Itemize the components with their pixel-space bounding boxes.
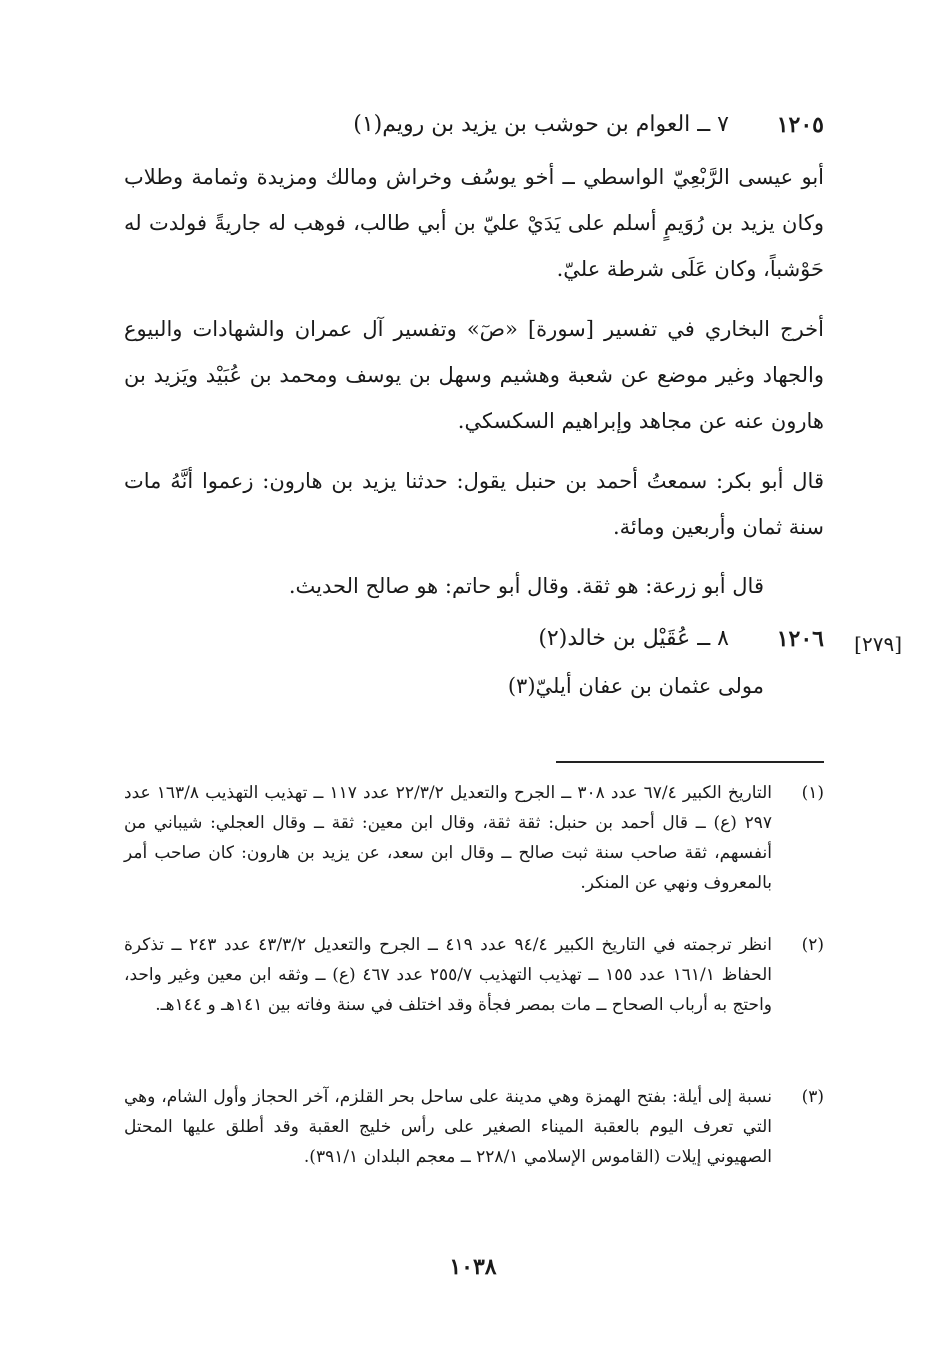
footnote-number: (٣) [801, 1087, 824, 1107]
entry-1205-paragraph-ahmad [124, 458, 824, 550]
paragraph-text: قال أبو زرعة: هو ثقة. وقال أبو حاتم: هو صالح الحديث. [288, 574, 764, 598]
entry-1205-paragraph-abu-zura [124, 563, 764, 609]
footnote-number: (٢) [801, 935, 824, 955]
paragraph-text: أبو عيسى الرَّبْعِيّ الواسطي ــ أخو يوسُف وخراش ومالك ومزيدة وثمامة وطلاب وكان يزيد بن رُوَيمٍ أسلم على يَدَيْ عليّ بن أبي طالب، فوهب له جاريةً فولدت له حَوْشباً، وكان عَلَى شرطة عليّ. [124, 165, 824, 281]
footnote-3 [124, 1082, 824, 1172]
entry-number: ١٢٠٦ [776, 626, 824, 652]
margin-page-marker: [٢٧٩] [854, 632, 902, 656]
footnote-number: (١) [801, 783, 824, 803]
footnote-2 [124, 930, 824, 1020]
footnote-1 [124, 778, 824, 898]
paragraph-text: أخرج البخاري في تفسير [سورة] «صٓ» وتفسير آل عمران والشهادات والبيوع والجهاد وغير موضع عن شعبة وهشيم وسهل بن يوسف ومحمد بن عُبَيْد ويَزيد بن هارون عنه عن مجاهد وإبراهيم السكسكي. [124, 317, 824, 433]
entry-1206-subtitle: مولى عثمان بن عفان أيليّ(٣) [507, 674, 764, 698]
footnote-separator [556, 761, 824, 763]
entry-number: ١٢٠٥ [776, 112, 824, 138]
footnote-text: التاريخ الكبير ٦٧/٤ عدد ٣٠٨ ــ الجرح والتعديل ٢٢/٣/٢ عدد ١١٧ ــ تهذيب التهذيب ١٦٣/٨ عدد ٢٩٧ (ع) ــ قال أحمد بن حنبل: ثقة ثقة، وقال ابن معين: ثقة ــ وقال العجلي: شيباني من أنفسهم، ثقة صاحب سنة ثبت صالح ــ وقال ابن سعد، عن يزيد بن هارون: كان صاحب أمر بالمعروف ونهي عن المنكر. [124, 783, 772, 893]
footnote-text: نسبة إلى أيلة: بفتح الهمزة وهي مدينة على ساحل بحر القلزم، آخر الحجاز وأول الشام، وهي التي تعرف اليوم بالعقبة الميناء الصغير على رأس خليج العقبة وقد أطلق عليها المحتل الصهيوني إيلات (القاموس الإسلامي ٢٢٨/١ ــ معجم البلدان ٣٩١/١). [124, 1087, 772, 1167]
page-number: ١٠٣٨ [449, 1254, 497, 1280]
entry-1206-heading [124, 626, 824, 662]
entry-title: ٧ ــ العوام بن حوشب بن يزيد بن رويم(١) [353, 112, 729, 137]
entry-1205-paragraph-bukhari [124, 306, 824, 444]
entry-1205-paragraph-bio [124, 154, 824, 292]
paragraph-text: قال أبو بكر: سمعتُ أحمد بن حنبل يقول: حدثنا يزيد بن هارون: زعموا أنَّهُ مات سنة ثمان وأربعين ومائة. [124, 469, 824, 539]
footnote-text: انظر ترجمته في التاريخ الكبير ٩٤/٤ عدد ٤١٩ ــ الجرح والتعديل ٤٣/٣/٢ عدد ٢٤٣ ــ تذكرة الحفاظ ١٦١/١ عدد ١٥٥ ــ تهذيب التهذيب ٢٥٥/٧ عدد ٤٦٧ (ع) ــ وثقه ابن معين وغير واحد، واحتج به أرباب الصحاح ــ مات بمصر فجأة وقد اختلف في سنة وفاته بين ١٤١هـ و ١٤٤هـ. [124, 935, 773, 1015]
entry-title: ٨ ــ عُقَيْل بن خالد(٢) [538, 626, 729, 651]
entry-1205-heading [124, 112, 824, 148]
